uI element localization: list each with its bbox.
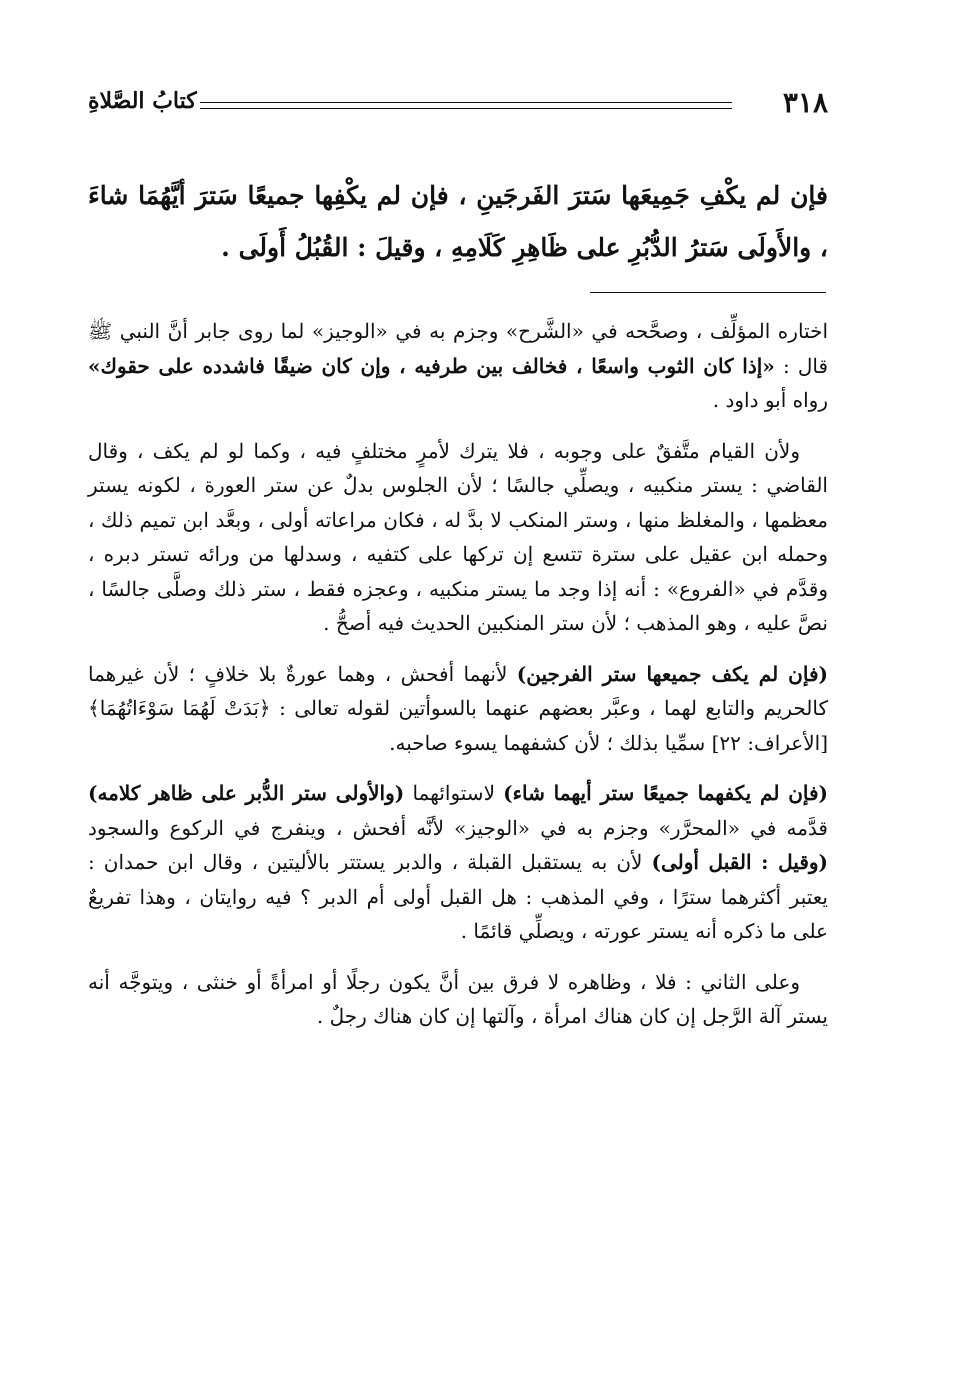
commentary-paragraph bbox=[88, 657, 828, 761]
commentary bbox=[88, 314, 828, 1050]
paragraph-text: لأنهما أفحش ، وهما عورةٌ بلا خلافٍ ؛ لأن غيرهما كالحريم والتابع لهما ، وعبَّر بعضهم عنهما بالسوأتين لقوله تعالى : ﴿بَدَتْ لَهُمَا سَوْءَاتُهُمَا﴾ [الأعراف: ٢٢] سمِّيا بذلك ؛ لأن كشفهما يسوء صاحبه. bbox=[88, 661, 828, 755]
paragraph-text: قدَّمه في «المحرَّر» وجزم به في «الوجيز» لأنَّه أفحش ، وينفرج في الركوع والسجود bbox=[88, 815, 828, 840]
paragraph-text: لاستوائهما bbox=[404, 781, 504, 805]
main-text: فإن لم يكْفِ جَمِيعَها سَترَ الفَرجَينِ ، فإن لم يكْفِها جميعًا سَترَ أيَّهُمَا شاءَ ، والأَولَى سَترُ الدُّبُرِ على ظَاهِرِ كَلَامِهِ ، وقيلَ : القُبُلُ أَولَى . bbox=[88, 181, 828, 262]
separator-rule bbox=[590, 292, 826, 293]
hadith-quote: «إذا كان الثوب واسعًا ، فخالف بين طرفيه ، وإن كان ضيقًا فاشدده على حقوك» bbox=[88, 353, 775, 378]
header-rule bbox=[200, 102, 732, 109]
paragraph-text: لأن به يستقبل القبلة ، والدبر يستتر بالأليتين ، وقال ابن حمدان : يعتبر أكثرهما سترًا ، وفي المذهب : هل القبل أولى أم الدبر ؟ فيه روايتان ، وهذا تفريعٌ على ما ذكره أنه يستر عورته ، ويصلِّي قائمًا . bbox=[88, 850, 828, 943]
paragraph-text: اختاره المؤلِّف ، وصحَّحه في «الشَّرح» وجزم به في «الوجيز» لما روى جابر أنَّ النبي ﷺ قال : bbox=[88, 319, 828, 378]
matn-quote: (وقيل : القبل أولى) bbox=[651, 850, 829, 874]
commentary-paragraph: وعلى الثاني : فلا ، وظاهره لا فرق بين أنَّ يكون رجلًا أو امرأةً أو خنثى ، ويتوجَّه أنه يستر آلة الرَّجل إن كان هناك امرأة ، وآلتها إن كان هناك رجلٌ . bbox=[88, 969, 828, 1028]
matn-quote: (فإن لم يكفهما جميعًا ستر أيهما شاء) bbox=[503, 781, 829, 805]
commentary-paragraph bbox=[88, 776, 828, 949]
page-number: ٣١٨ bbox=[782, 86, 828, 119]
commentary-paragraph: ولأن القيام متَّفقٌ على وجوبه ، فلا يترك لأمرٍ مختلفٍ فيه ، وكما لو لم يكف ، وقال القاضي : يستر منكبيه ، ويصلِّي جالسًا ؛ لأن الجلوس بدلٌ عن ستر العورة ، لكونه يستر معظمها ، والمغلظ منها ، وستر المنكب لا بدَّ له ، فكان مراعاته أولى ، وبعَّد ابن تميم ذلك ، وحمله ابن عقيل على سترة تتسع إن تركها على كتفيه ، وسدلها من ورائه تستر دبره ، وقدَّم في «الفروع» : أنه إذا وجد ما يستر منكبيه ، وعجزه فقط ، ستر ذلك وصلَّى جالسًا ، نصَّ عليه ، وهو المذهب ؛ لأن ستر المنكبين الحديث فيه أصحُّ . bbox=[88, 438, 828, 635]
commentary-paragraph bbox=[88, 314, 828, 418]
running-header bbox=[88, 86, 828, 122]
running-title: كتابُ الصَّلاةِ bbox=[88, 88, 197, 114]
paragraph-text: رواه أبو داود . bbox=[712, 388, 828, 412]
matn-quote: (والأولى ستر الدُّبر على ظاهر كلامه) bbox=[88, 781, 405, 805]
matn-quote: (فإن لم يكف جميعها ستر الفرجين) bbox=[516, 661, 828, 686]
